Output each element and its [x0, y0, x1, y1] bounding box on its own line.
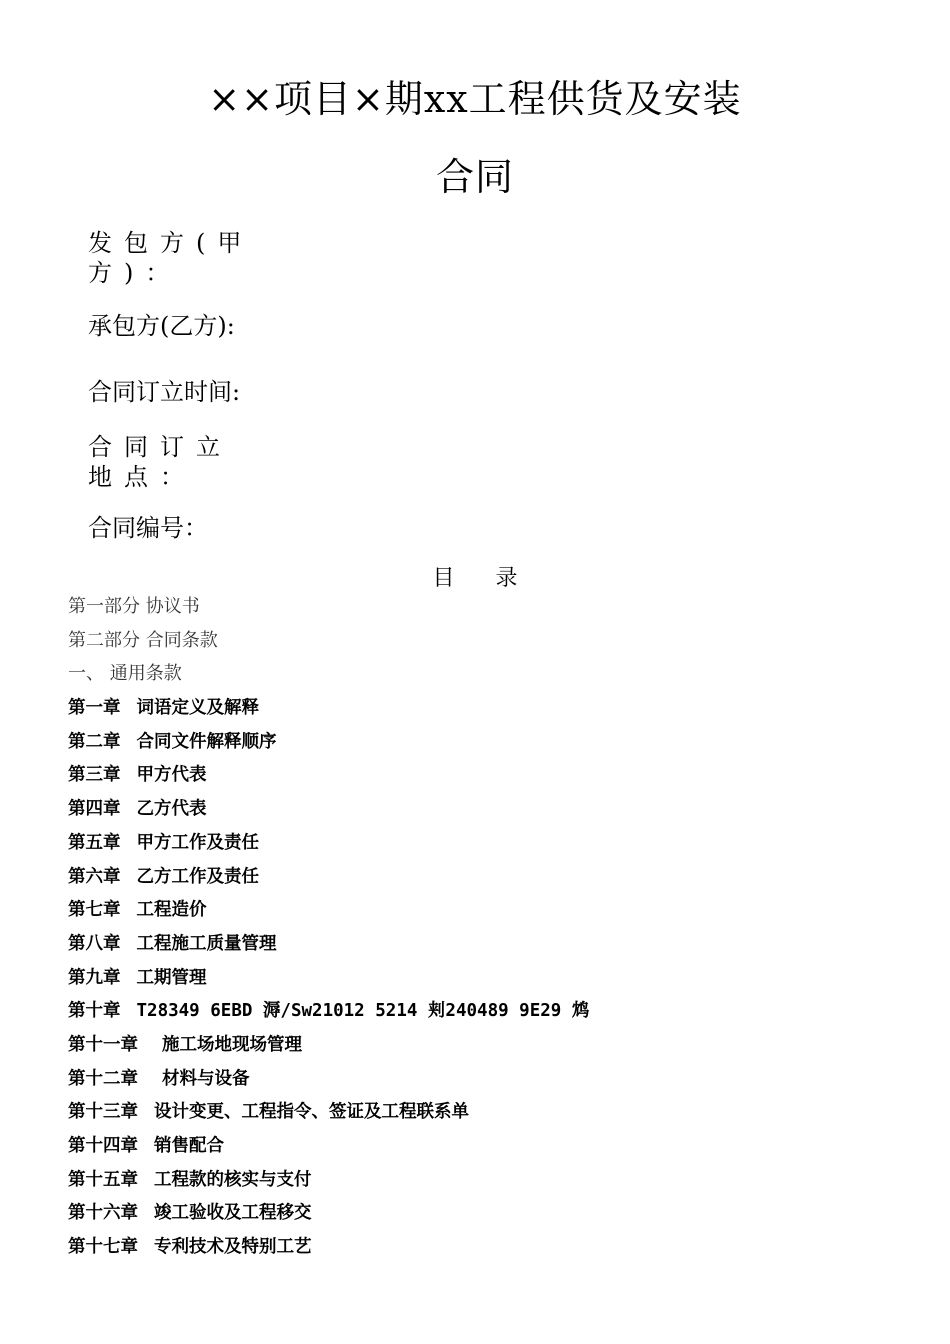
toc-section-general-terms: 一、 通用条款 — [68, 663, 182, 685]
chapter-number: 第十五章 — [68, 1169, 138, 1190]
chapter-number: 第十一章 — [68, 1034, 138, 1055]
chapter-number: 第二章 — [68, 731, 121, 752]
toc-chapter-6 — [68, 864, 908, 898]
toc-chapter-2 — [68, 729, 908, 763]
toc-part-2: 第二部分 合同条款 — [68, 629, 218, 651]
chapter-number: 第一章 — [68, 698, 121, 719]
chapter-title: 乙方代表 — [136, 799, 207, 820]
party-a-field: 发包方(甲方)： — [88, 229, 254, 287]
toc-chapter-9 — [68, 965, 908, 999]
chapter-number: 第十三章 — [68, 1102, 138, 1123]
toc-chapter-13 — [68, 1099, 908, 1133]
toc-chapter-3 — [68, 762, 908, 796]
chapter-title: 竣工验收及工程移交 — [154, 1203, 312, 1224]
toc-part-1: 第一部分 协议书 — [68, 596, 200, 617]
toc-chapter-7 — [68, 897, 908, 931]
document-title-line2: 合同 — [435, 155, 514, 199]
toc-chapter-5 — [68, 830, 908, 864]
chapter-title: 合同文件解释顺序 — [136, 731, 277, 752]
toc-chapter-17 — [68, 1234, 908, 1268]
chapter-number: 第五章 — [68, 832, 121, 853]
contract-number-field: 合同编号： — [88, 514, 208, 542]
chapter-number: 第十七章 — [68, 1237, 138, 1258]
chapter-title: 专利技术及特别工艺 — [154, 1237, 312, 1258]
chapter-title: 甲方工作及责任 — [136, 832, 259, 853]
chapter-title: T28349 6EBD 溽/Sw21012 5214 刾240489 9E29 鸩 — [136, 1001, 590, 1022]
toc-chapter-14 — [68, 1133, 908, 1167]
chapter-title: 工程款的核实与支付 — [154, 1169, 312, 1190]
toc-chapter-1 — [68, 695, 908, 729]
chapter-title: 乙方工作及责任 — [136, 866, 259, 887]
toc-chapter-15 — [68, 1167, 908, 1201]
chapter-number: 第十章 — [68, 1001, 121, 1022]
chapter-number: 第三章 — [68, 765, 121, 786]
document-title: ××项目×期xx工程供货及安装 — [208, 77, 742, 121]
chapter-title: 工期管理 — [136, 967, 207, 988]
toc-chapter-12 — [68, 1066, 908, 1100]
chapter-title: 材料与设备 — [162, 1068, 250, 1089]
toc-chapter-11 — [68, 1032, 908, 1066]
chapter-number: 第六章 — [68, 866, 121, 887]
chapter-title: 甲方代表 — [136, 765, 207, 786]
chapter-number: 第十四章 — [68, 1136, 138, 1156]
sign-time-field: 合同订立时间: — [88, 378, 241, 406]
chapter-title: 销售配合 — [154, 1136, 224, 1156]
chapter-title: 工程施工质量管理 — [136, 933, 277, 954]
toc-chapter-10 — [68, 998, 908, 1032]
chapter-number: 第九章 — [68, 967, 121, 988]
toc-heading: 目 录 — [432, 566, 518, 591]
chapter-number: 第八章 — [68, 933, 121, 954]
chapter-number: 第七章 — [68, 900, 121, 921]
toc-chapter-16 — [68, 1200, 908, 1234]
party-b-field: 承包方(乙方): — [88, 312, 235, 340]
chapter-number: 第十六章 — [68, 1203, 138, 1224]
chapter-title: 设计变更、工程指令、签证及工程联系单 — [154, 1102, 469, 1123]
sign-place-field: 合同订立地点： — [88, 433, 232, 491]
chapter-number: 第十二章 — [68, 1068, 138, 1089]
toc-chapter-4 — [68, 796, 908, 830]
chapter-title: 词语定义及解释 — [136, 698, 259, 719]
chapter-number: 第四章 — [68, 799, 121, 820]
chapter-title: 工程造价 — [136, 900, 207, 921]
toc-chapter-8 — [68, 931, 908, 965]
chapter-title: 施工场地现场管理 — [162, 1034, 302, 1055]
table-of-contents — [68, 594, 908, 1268]
